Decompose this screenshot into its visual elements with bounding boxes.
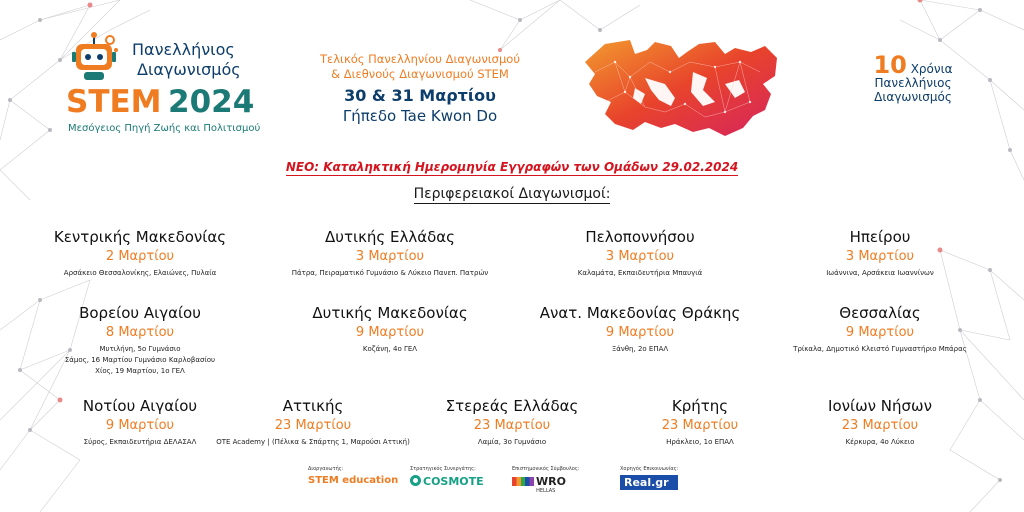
sponsor-label: Στρατηγικός Συνεργάτης: [410,466,476,472]
final-header [270,52,570,126]
ten-years-badge [848,51,978,104]
sponsor-label: Επιστημονικός Σύμβουλος: [512,466,580,472]
logo-line1: Πανελλήνιος [132,40,235,59]
region-venue: Τρίκαλα, Δημοτικό Κλειστό Γυμναστήριο Μπάρας [793,345,967,353]
region-venue: Μυτιλήνη, 5ο Γυμνάσιο [99,345,181,353]
region-peloponnese [540,228,740,279]
region-name: Βορείου Αιγαίου [79,304,201,322]
region-date: 8 Μαρτίου [105,325,175,340]
region-date: 2 Μαρτίου [105,249,175,264]
region-date: 9 Μαρτίου [105,418,175,433]
region-central-greece [412,397,612,448]
region-venue: Ηράκλειο, 1ο ΕΠΑΛ [666,438,734,446]
decade-number: 10 [873,51,907,79]
region-date: 3 Μαρτίου [355,249,425,264]
sponsor-media [620,466,678,490]
region-venue: Κέρκυρα, 4ο Λύκειο [845,438,915,446]
region-venue: Καλαμάτα, Εκπαιδευτήρια Μπαυγιά [577,269,703,277]
region-western-macedonia [290,304,490,355]
decade-line3: Διαγωνισμός [874,90,952,104]
cosmote-logo [410,475,484,488]
regional-competitions-heading [0,183,1024,202]
sponsor-scientific-advisor [512,466,579,494]
competition-logo [62,26,262,141]
region-epirus [780,228,980,279]
region-name: Ανατ. Μακεδονίας Θράκης [539,304,741,322]
region-central-macedonia [40,228,240,279]
region-ionian-islands [780,397,980,448]
region-venue: Ξάνθη, 2ο ΕΠΑΛ [611,345,669,353]
region-name: Δυτικής Μακεδονίας [312,304,468,322]
region-venue: Ιωάννινα, Αρσάκεια Ιωαννίνων [826,269,934,277]
header-line1: Τελικός Πανελληνίου Διαγωνισμού [320,52,520,66]
header-venue: Γήπεδο Tae Kwon Do [342,107,498,125]
wro-figures-icon [512,477,534,486]
region-venue: Αρσάκειο Θεσσαλονίκης, Ελαιώνες, Πυλαία [63,269,217,277]
region-south-aegean [40,397,240,448]
section-title-text: Περιφερειακοί Διαγωνισμοί: [413,186,611,202]
sponsor-label: Διοργανωτής: [308,466,344,472]
region-name: Αττικής [282,397,344,415]
logo-line2: Διαγωνισμός [137,60,241,79]
region-venue: Σάμος, 16 Μαρτίου Γυμνάσιο Καρλοβασίου [64,356,216,364]
region-name: Δυτικής Ελλάδας [325,228,455,246]
stem-education-logo: STEM education [308,475,399,486]
wro-hellas: HELLAS [536,488,556,494]
region-venue: Κοζάνη, 4ο ΓΕΛ [362,345,418,353]
region-date: 23 Μαρτίου [661,418,739,433]
header-line2: & Διεθνούς Διαγωνισμού STEM [331,67,509,81]
robot-icon [66,30,122,86]
region-venue: Λαμία, 3ο Γυμνάσιο [477,438,547,446]
region-date: 9 Μαρτίου [355,325,425,340]
logo-subtitle: Μεσόγειος Πηγή Ζωής και Πολιτισμού [68,123,261,134]
region-name: Ιονίων Νήσων [828,397,932,415]
decade-line2: Πανελλήνιος [874,76,952,90]
region-date: 23 Μαρτίου [274,418,352,433]
region-date: 9 Μαρτίου [845,325,915,340]
region-name: Κρήτης [671,397,729,415]
region-north-aegean [40,304,240,377]
region-name: Κεντρικής Μακεδονίας [53,228,227,246]
region-western-greece [290,228,490,279]
region-east-macedonia-thrace [525,304,755,355]
region-date: 23 Μαρτίου [841,418,919,433]
region-name: Πελοποννήσου [585,228,695,246]
region-name: Ηπείρου [849,228,911,246]
mediterranean-map [575,32,785,142]
region-name: Θεσσαλίας [839,304,921,322]
region-date: 9 Μαρτίου [605,325,675,340]
notice-text: ΝΕΟ: Καταληκτική Ημερομηνία Εγγραφών των Ομάδων 29.02.2024 [285,160,739,174]
wro-logo [512,475,579,488]
region-attica [213,397,413,448]
header-date: 30 & 31 Μαρτίου [344,86,496,105]
region-date: 3 Μαρτίου [605,249,675,264]
sponsors-strip [300,466,720,506]
region-date: 3 Μαρτίου [845,249,915,264]
decade-word: Χρόνια [910,62,953,76]
sponsor-organizer [308,466,398,486]
sponsor-label: Χορηγός Επικοινωνίας: [620,466,679,472]
region-name: Στερεάς Ελλάδας [445,397,579,415]
region-venue: OTE Academy | (Πέλικα & Σπάρτης 1, Μαρούσι Αττική) [216,438,410,446]
logo-year: 2024 [168,84,255,120]
cosmote-icon [410,475,421,486]
sponsor-strategic-partner [410,466,484,488]
logo-stem: STEM [66,84,162,120]
region-name: Νοτίου Αιγαίου [82,397,198,415]
region-venue: Σύρος, Εκπαιδευτήρια ΔΕΛΑΣΑΛ [83,438,197,446]
region-thessaly [780,304,980,355]
wro-text: WRO [536,475,566,488]
real-gr-logo: Real.gr [620,475,678,490]
region-venue: Πάτρα, Πειραματικό Γυμνάσιο & Λύκειο Πανεπ. Πατρών [291,269,489,277]
region-crete [600,397,800,448]
registration-deadline-notice [0,156,1024,175]
region-venue: Χίος, 19 Μαρτίου, 1ο ΓΕΛ [95,367,185,375]
cosmote-text: COSMOTE [423,475,484,488]
region-date: 23 Μαρτίου [473,418,551,433]
